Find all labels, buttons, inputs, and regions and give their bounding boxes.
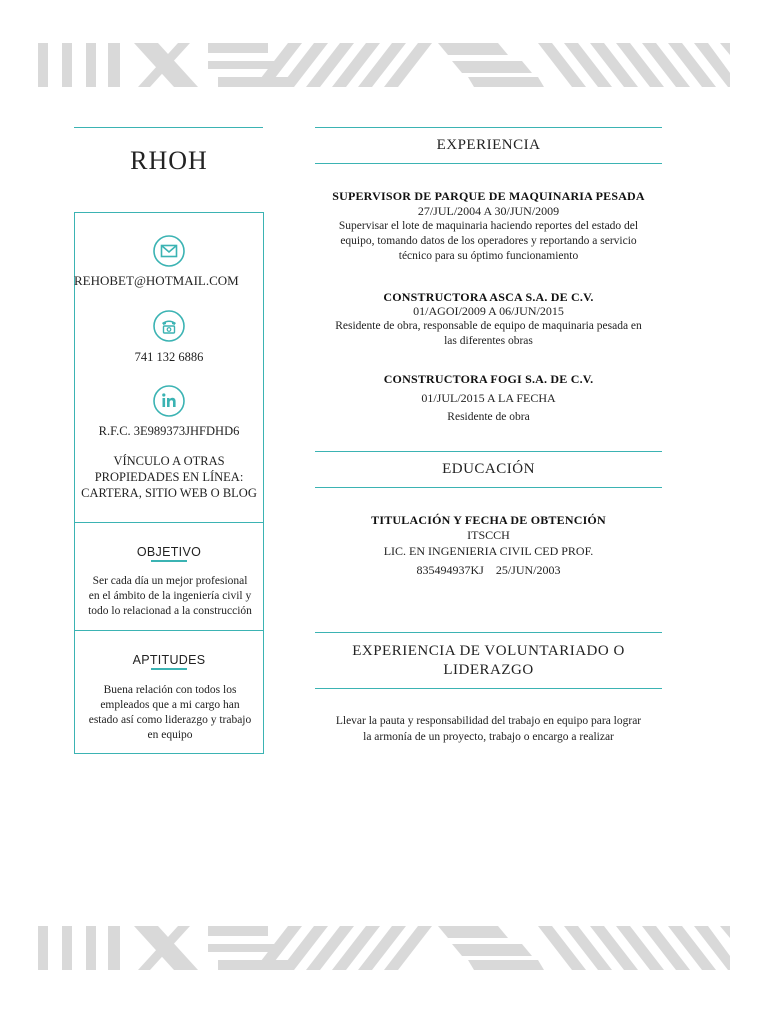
volunteer-heading-line-2: LIDERAZGO bbox=[443, 662, 534, 678]
skills-line-3: estado así como liderazgo y trabajo bbox=[88, 714, 252, 726]
experience-top-rule bbox=[315, 127, 662, 128]
linkedin-icon[interactable] bbox=[153, 385, 185, 417]
experience-entry-1-title: SUPERVISOR DE PARQUE DE MAQUINARIA PESADA bbox=[332, 189, 645, 203]
experience-entry-3-title: CONSTRUCTORA FOGI S.A. DE C.V. bbox=[383, 372, 594, 386]
education-license: 835494937KJ 25/JUN/2003 bbox=[416, 563, 561, 577]
education-bottom-rule bbox=[315, 487, 662, 488]
rfc-number: R.F.C. 3E989373JHFDHD6 bbox=[98, 424, 240, 438]
decorative-stripe-band-top bbox=[38, 43, 730, 87]
objective-divider bbox=[75, 522, 263, 523]
experience-entry-3-line-1: Residente de obra bbox=[447, 411, 530, 423]
volunteer-heading-line-1: EXPERIENCIA DE VOLUNTARIADO O bbox=[352, 643, 625, 659]
experience-entry-2-title: CONSTRUCTORA ASCA S.A. DE C.V. bbox=[383, 290, 594, 304]
education-title: TITULACIÓN Y FECHA DE OBTENCIÓN bbox=[371, 513, 606, 527]
telephone-icon bbox=[153, 310, 185, 342]
education-top-rule bbox=[315, 451, 662, 452]
objective-line-1: Ser cada día un mejor profesional bbox=[92, 575, 248, 587]
volunteer-bottom-rule bbox=[315, 688, 662, 689]
candidate-name: RHOH bbox=[130, 146, 208, 175]
experience-entry-2-dates: 01/AGOI/2009 A 06/JUN/2015 bbox=[413, 304, 564, 318]
objective-line-2: en el ámbito de la ingeniería civil y bbox=[88, 590, 252, 602]
education-institution: ITSCCH bbox=[467, 528, 510, 542]
objective-heading-underline bbox=[151, 560, 187, 562]
experience-entry-1-dates: 27/JUL/2004 A 30/JUN/2009 bbox=[417, 204, 560, 218]
phone-number[interactable]: 741 132 6886 bbox=[134, 350, 204, 364]
name-top-rule bbox=[74, 127, 263, 128]
experience-entry-1-line-1: Supervisar el lote de maquinaria haciendo reportes del estado del bbox=[338, 220, 639, 232]
skills-divider bbox=[75, 630, 263, 631]
volunteer-line-1: Llevar la pauta y responsabilidad del trabajo en equipo para lograr bbox=[335, 715, 642, 727]
online-links-line-2: PROPIEDADES EN LÍNEA: bbox=[94, 470, 244, 484]
email-address[interactable]: REHOBET@HOTMAIL.COM bbox=[74, 273, 239, 288]
skills-line-1: Buena relación con todos los bbox=[103, 684, 237, 696]
contact-panel bbox=[74, 212, 264, 754]
experience-entry-1-line-3: técnico para su óptimo funcionamiento bbox=[398, 250, 579, 262]
skills-line-2: empleados que a mi cargo han bbox=[100, 699, 240, 711]
objective-heading: OBJETIVO bbox=[136, 545, 202, 559]
skills-heading-underline bbox=[151, 668, 187, 670]
experience-entry-1-line-2: equipo, tomando datos de los operadores y reportando a servicio bbox=[340, 235, 637, 247]
skills-line-4: en equipo bbox=[147, 729, 193, 741]
decorative-stripe-band-bottom bbox=[38, 926, 730, 970]
experience-bottom-rule bbox=[315, 163, 662, 164]
experience-entry-2-line-1: Residente de obra, responsable de equipo de maquinaria pesada en bbox=[335, 320, 642, 332]
volunteer-line-2: la armonía de un proyecto, trabajo o encargo a realizar bbox=[363, 731, 614, 743]
volunteer-top-rule bbox=[315, 632, 662, 633]
objective-line-3: todo lo relacionad a la construcción bbox=[88, 605, 252, 617]
experience-entry-3-dates: 01/JUL/2015 A LA FECHA bbox=[421, 391, 556, 405]
online-links-line-3: CARTERA, SITIO WEB O BLOG bbox=[81, 486, 257, 500]
education-heading: EDUCACIÓN bbox=[442, 461, 535, 477]
envelope-icon bbox=[153, 235, 185, 267]
education-degree: LIC. EN INGENIERIA CIVIL CED PROF. bbox=[383, 544, 594, 558]
skills-heading: APTITUDES bbox=[132, 653, 206, 667]
online-links-line-1: VÍNCULO A OTRAS bbox=[113, 454, 225, 468]
experience-entry-2-line-2: las diferentes obras bbox=[444, 335, 533, 347]
experience-heading: EXPERIENCIA bbox=[436, 137, 541, 153]
